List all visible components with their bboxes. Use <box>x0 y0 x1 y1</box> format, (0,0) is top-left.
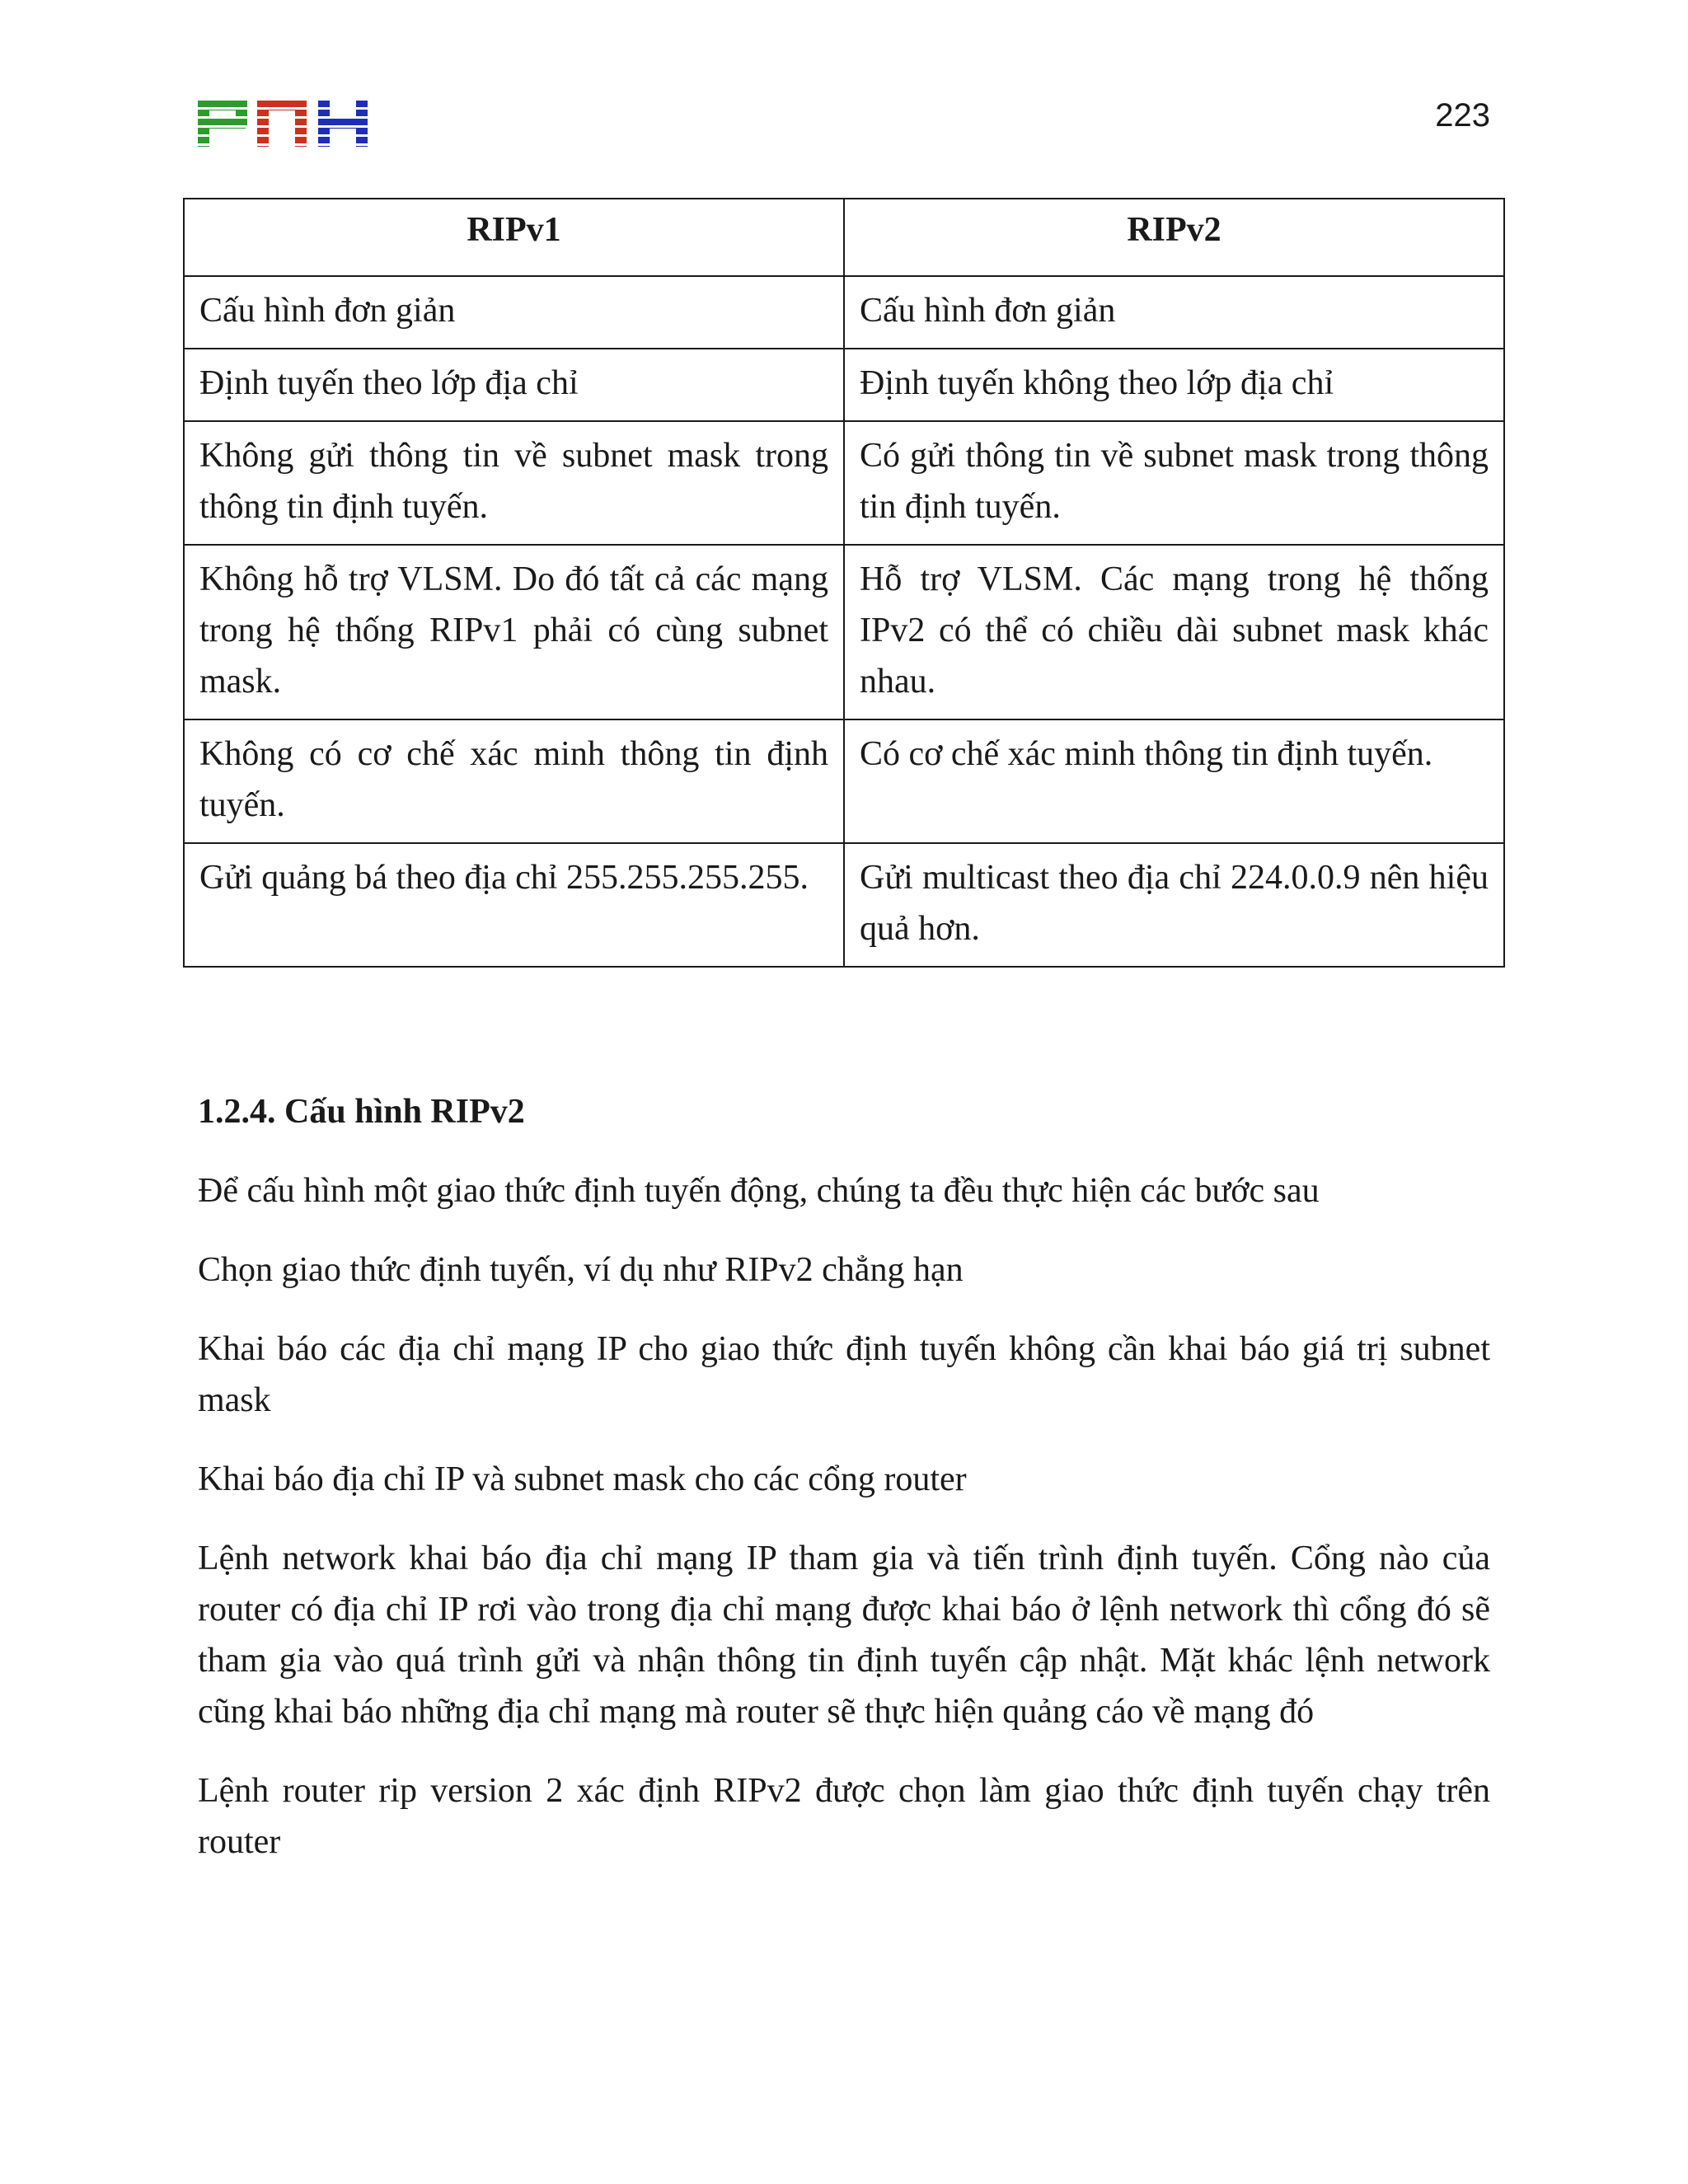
table-row <box>184 719 1504 843</box>
section-content <box>198 1086 1490 1896</box>
table-row <box>184 421 1504 545</box>
section-heading: 1.2.4. Cấu hình RIPv2 <box>198 1093 525 1131</box>
table-cell: Cấu hình đơn giản <box>184 276 844 349</box>
table-row <box>184 843 1504 967</box>
paragraph: Khai báo các địa chỉ mạng IP cho giao thức định tuyến không cần khai báo giá trị subnet mask <box>198 1330 1490 1419</box>
paragraph: Khai báo địa chỉ IP và subnet mask cho các cổng router <box>198 1460 967 1498</box>
paragraph: Để cấu hình một giao thức định tuyến động, chúng ta đều thực hiện các bước sau <box>198 1172 1320 1210</box>
table-header-ripv2: RIPv2 <box>844 199 1504 276</box>
table-row <box>184 545 1504 719</box>
table-row <box>184 349 1504 421</box>
paragraph: Chọn giao thức định tuyến, ví dụ như RIPv2 chẳng hạn <box>198 1251 964 1289</box>
table-cell: Có gửi thông tin về subnet mask trong thông tin định tuyến. <box>844 421 1504 545</box>
table-cell: Cấu hình đơn giản <box>844 276 1504 349</box>
table-cell: Hỗ trợ VLSM. Các mạng trong hệ thống IPv2 có thể có chiều dài subnet mask khác nhau. <box>844 545 1504 719</box>
page-number: 223 <box>1435 97 1490 134</box>
table-cell: Không có cơ chế xác minh thông tin định tuyến. <box>184 719 844 843</box>
paragraph: Lệnh network khai báo địa chỉ mạng IP tham gia và tiến trình định tuyến. Cổng nào của router có địa chỉ IP rơi vào trong địa chỉ mạng được khai báo ở lệnh network thì cổng đó sẽ tham gia vào quá trình gửi và nhận thông tin định tuyến cập nhật. Mặt khác lệnh network cũng khai báo những địa chỉ mạng mà router sẽ thực hiện quảng cáo về mạng đó <box>198 1540 1490 1731</box>
table-cell: Định tuyến không theo lớp địa chỉ <box>844 349 1504 421</box>
table-header-row <box>184 199 1504 276</box>
table-cell: Định tuyến theo lớp địa chỉ <box>184 349 844 421</box>
comparison-table <box>183 198 1505 968</box>
table-row <box>184 276 1504 349</box>
table-header-ripv1: RIPv1 <box>184 199 844 276</box>
table-cell: Không gửi thông tin về subnet mask trong thông tin định tuyến. <box>184 421 844 545</box>
table-cell: Có cơ chế xác minh thông tin định tuyến. <box>844 719 1504 843</box>
table-cell: Không hỗ trợ VLSM. Do đó tất cả các mạng trong hệ thống RIPv1 phải có cùng subnet mask. <box>184 545 844 719</box>
table-cell: Gửi quảng bá theo địa chỉ 255.255.255.255. <box>184 843 844 967</box>
paragraph: Lệnh router rip version 2 xác định RIPv2 được chọn làm giao thức định tuyến chạy trên router <box>198 1772 1490 1861</box>
table-cell: Gửi multicast theo địa chỉ 224.0.0.9 nên hiệu quả hơn. <box>844 843 1504 967</box>
pnh-logo <box>198 101 368 147</box>
